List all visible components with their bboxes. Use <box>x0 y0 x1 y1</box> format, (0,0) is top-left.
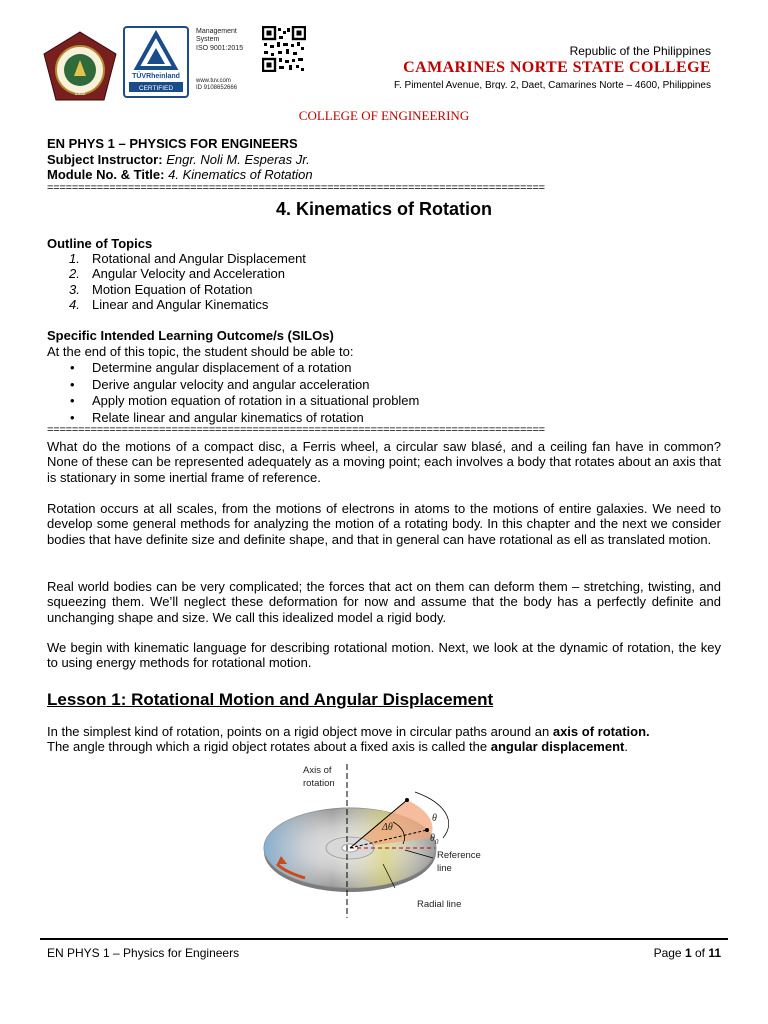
course-title: EN PHYS 1 – PHYSICS FOR ENGINEERS <box>47 136 298 151</box>
paragraph: Real world bodies can be very complicated; the forces that act on them can deform them – stretching, twisting, and squeezing them. We’ll neglect these deformation for now and assume that the body has a perfectly definite and unchanging shape and size. We call this idealized model a rigid body. <box>47 579 721 625</box>
axis-label: Axis of <box>303 765 332 776</box>
tuv-management-text <box>196 28 256 53</box>
reference-label: Reference <box>437 850 481 861</box>
lesson-text: In the simplest kind of rotation, points on a rigid object move in circular paths around an <box>47 724 553 739</box>
theta-label: θ <box>432 813 437 824</box>
bullet-icon: • <box>70 376 75 392</box>
tuv-brand: TÜVRheinland <box>132 73 180 80</box>
of-word: of <box>691 946 709 960</box>
silo-intro: At the end of this topic, the student should be able to: <box>47 344 354 359</box>
lesson-bold-term: angular displacement <box>490 739 625 755</box>
paragraph: What do the motions of a compact disc, a Ferris wheel, a circular saw blasé, and a ceiling fan have in common? None of these can be represented adequately as a moving point; each involves a body that rotates about an axis that is stationary in some inertial frame of reference. <box>47 439 721 485</box>
tuv-line-3: ISO 9001:2015 <box>196 44 244 52</box>
total-pages: 11 <box>708 946 721 960</box>
tuv-line-1: Management <box>196 28 237 35</box>
instructor-label: Subject Instructor: <box>47 152 163 167</box>
theta-zero-label: $\theta_0$ <box>430 833 439 846</box>
college-address: F. Pimentel Avenue, Brgy. 2, Daet, Camarines Norte – 4600, Philippines <box>393 80 711 89</box>
lesson-title: Lesson 1: Rotational Motion and Angular Displacement <box>47 690 494 709</box>
bullet-icon: • <box>70 393 75 408</box>
delta-theta-label: Δθ <box>382 822 393 833</box>
list-number: 2. <box>69 266 80 282</box>
list-number: 1. <box>69 251 80 266</box>
seal-year: 1992 <box>74 91 86 97</box>
tuv-web-info <box>196 78 237 92</box>
current-page: 1 <box>684 946 692 960</box>
reference-label: line <box>437 863 452 874</box>
bullet-icon: • <box>70 360 75 375</box>
list-text: Relate linear and angular kinematics of rotation <box>92 409 364 425</box>
divider-rule: ================================================================================ <box>47 425 545 436</box>
outline-list <box>0 251 768 313</box>
lesson-text: The angle through which a rigid object rotates about a fixed axis is called the <box>47 739 491 755</box>
list-text: Angular Velocity and Acceleration <box>92 266 285 282</box>
page-word: Page <box>653 946 685 960</box>
paragraph: We begin with kinematic language for describing rotational motion. Next, we look at the dynamic of rotation, the key to using energy methods for rotational motion. <box>47 640 721 671</box>
paragraph: Rotation occurs at all scales, from the motions of electrons in atoms to the motions of entire galaxies. We need to develop some general methods for analyzing the motion of a rotating body. In this chapter and the next we consider bodies that have definite size and definite shape, and that in general can have rotational as ell as translated motion. <box>47 501 721 547</box>
silo-list <box>0 360 768 426</box>
list-text: Determine angular displacement of a rotation <box>92 360 352 375</box>
college-name: CAMARINES NORTE STATE COLLEGE <box>403 59 711 76</box>
list-text: Apply motion equation of rotation in a situational problem <box>92 393 420 408</box>
page-number <box>560 946 721 960</box>
axis-label: rotation <box>303 778 335 789</box>
rotating-disc-figure <box>255 760 495 918</box>
tuv-line-2: System <box>196 36 220 44</box>
document-title: 4. Kinematics of Rotation <box>275 199 493 219</box>
college-seal-logo <box>40 30 120 102</box>
radial-label: Radial line <box>417 899 462 910</box>
tuv-triangle-icon <box>125 28 187 96</box>
tuv-certified: CERTIFIED <box>138 85 174 92</box>
module-label: Module No. & Title: <box>47 167 165 182</box>
footer-divider <box>40 938 728 940</box>
lesson-bold-term: axis of rotation. <box>552 724 650 739</box>
bullet-icon: • <box>70 409 75 425</box>
outline-heading: Outline of Topics <box>47 236 153 251</box>
list-text: Linear and Angular Kinematics <box>92 297 269 313</box>
tuv-web: www.tuv.com <box>196 78 231 84</box>
list-text: Derive angular velocity and angular acceleration <box>92 376 370 392</box>
footer-course: EN PHYS 1 – Physics for Engineers <box>47 946 240 960</box>
list-number: 4. <box>69 297 80 313</box>
module-line <box>47 167 313 183</box>
qr-code-icon <box>262 26 306 72</box>
list-text: Motion Equation of Rotation <box>92 281 253 297</box>
republic-heading: Republic of the Philippines <box>569 44 711 58</box>
list-number: 3. <box>69 281 80 297</box>
module-title: 4. Kinematics of Rotation <box>168 167 313 182</box>
tuv-id: ID 9108652666 <box>196 85 238 91</box>
silo-heading: Specific Intended Learning Outcome/s (SILOs) <box>47 328 334 343</box>
divider-rule: ================================================================================ <box>47 183 545 194</box>
department-heading: COLLEGE OF ENGINEERING <box>298 108 470 123</box>
list-text: Rotational and Angular Displacement <box>92 251 306 266</box>
lesson-intro <box>47 724 721 755</box>
instructor-name: Engr. Noli M. Esperas Jr. <box>166 152 310 167</box>
tuv-certification-logo <box>123 26 189 98</box>
lesson-text: . <box>624 739 628 755</box>
instructor-line <box>47 152 310 168</box>
